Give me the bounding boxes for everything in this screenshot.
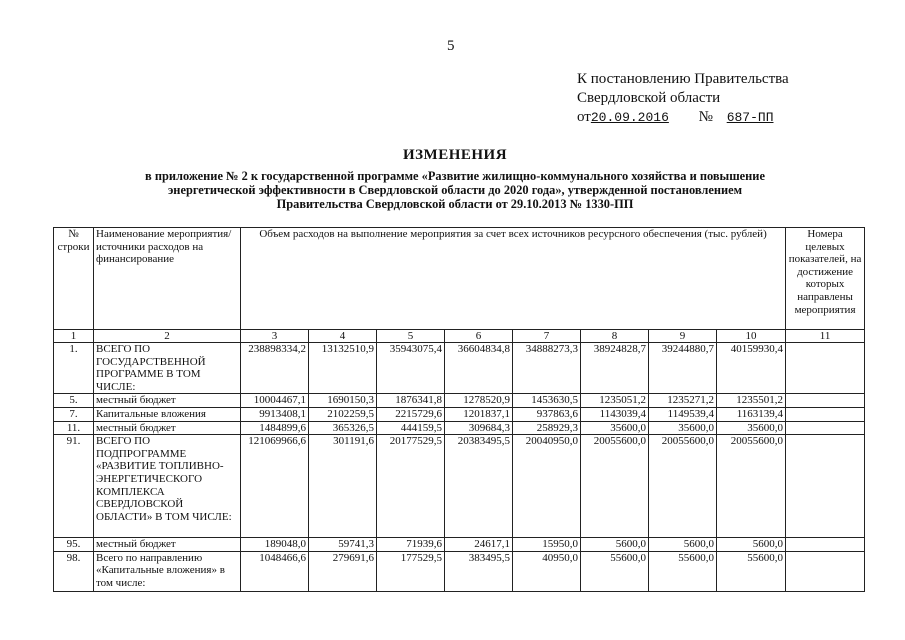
expenditure-value-cell: 1143039,4 (581, 407, 649, 421)
expenditure-value-cell: 35600,0 (649, 421, 717, 435)
expenditure-value-cell: 279691,6 (309, 551, 377, 591)
expenditure-value-cell: 1163139,4 (717, 407, 786, 421)
table-row (54, 538, 865, 552)
expenditure-value-cell: 20055600,0 (649, 435, 717, 538)
column-number-cell: 6 (445, 330, 513, 343)
expenditure-value-cell: 2102259,5 (309, 407, 377, 421)
expenditure-value-cell: 55600,0 (581, 551, 649, 591)
target-indicators-cell (786, 407, 865, 421)
row-number-cell: 1. (54, 343, 94, 394)
expenditure-value-cell: 1484899,6 (241, 421, 309, 435)
column-numbers-row (54, 330, 865, 343)
expenditure-value-cell: 59741,3 (309, 538, 377, 552)
expenditure-value-cell: 20177529,5 (377, 435, 445, 538)
target-indicators-cell (786, 551, 865, 591)
expenditure-value-cell: 258929,3 (513, 421, 581, 435)
measure-name-cell: Всего по направлению «Капитальные вложения» в том числе: (94, 551, 241, 591)
expenditure-value-cell: 20055600,0 (581, 435, 649, 538)
expenditure-value-cell: 5600,0 (581, 538, 649, 552)
addressee-block (577, 70, 789, 127)
header-expenditure-volume: Объем расходов на выполнение мероприятия за счет всех источников ресурсного обеспечения (тыс. рублей) (241, 228, 786, 330)
table-row (54, 435, 865, 538)
addressee-line-2: Свердловской области (577, 90, 721, 106)
expenditure-value-cell: 34888273,3 (513, 343, 581, 394)
row-number-cell: 98. (54, 551, 94, 591)
expenditure-value-cell: 38924828,7 (581, 343, 649, 394)
column-number-cell: 3 (241, 330, 309, 343)
expenditure-value-cell: 55600,0 (649, 551, 717, 591)
expenditure-value-cell: 71939,6 (377, 538, 445, 552)
resolution-reference (577, 108, 789, 127)
expenditure-value-cell: 383495,5 (445, 551, 513, 591)
table-row (54, 394, 865, 408)
expenditure-value-cell: 365326,5 (309, 421, 377, 435)
expenditure-value-cell: 1149539,4 (649, 407, 717, 421)
expenditure-value-cell: 937863,6 (513, 407, 581, 421)
resolution-number: 687-ПП (726, 110, 774, 125)
expenditure-value-cell: 36604834,8 (445, 343, 513, 394)
expenditure-value-cell: 39244880,7 (649, 343, 717, 394)
document-subtitle (90, 169, 820, 211)
target-indicators-cell (786, 343, 865, 394)
target-indicators-cell (786, 538, 865, 552)
column-number-cell: 2 (94, 330, 241, 343)
measure-name-cell: местный бюджет (94, 538, 241, 552)
row-number-cell: 7. (54, 407, 94, 421)
expenditure-value-cell: 444159,5 (377, 421, 445, 435)
expenditure-value-cell: 1453630,5 (513, 394, 581, 408)
header-row-number: № строки (54, 228, 94, 330)
table-row (54, 421, 865, 435)
table-row (54, 551, 865, 591)
measure-name-cell: ВСЕГО ПО ПОДПРОГРАММЕ «РАЗВИТИЕ ТОПЛИВНО-ЭНЕРГЕТИЧЕСКОГО КОМПЛЕКСА СВЕРДЛОВСКОЙ ОБЛАСТИ» В ТОМ ЧИСЛЕ: (94, 435, 241, 538)
column-number-cell: 10 (717, 330, 786, 343)
expenditure-value-cell: 55600,0 (717, 551, 786, 591)
expenditure-value-cell: 1235501,2 (717, 394, 786, 408)
column-number-cell: 7 (513, 330, 581, 343)
row-number-cell: 11. (54, 421, 94, 435)
number-sign: № (698, 109, 713, 125)
row-number-cell: 5. (54, 394, 94, 408)
expenditure-value-cell: 40950,0 (513, 551, 581, 591)
expenditure-value-cell: 1235271,2 (649, 394, 717, 408)
expenditure-value-cell: 35600,0 (581, 421, 649, 435)
expenditure-value-cell: 9913408,1 (241, 407, 309, 421)
document-header (90, 147, 820, 211)
expenditure-value-cell: 40159930,4 (717, 343, 786, 394)
expenditure-value-cell: 15950,0 (513, 538, 581, 552)
expenditure-value-cell: 24617,1 (445, 538, 513, 552)
row-number-cell: 95. (54, 538, 94, 552)
subtitle-line-2: энергетической эффективности в Свердловской области до 2020 года», утвержденной постановлением (167, 183, 743, 197)
expenditure-value-cell: 1201837,1 (445, 407, 513, 421)
column-number-cell: 8 (581, 330, 649, 343)
expenditure-value-cell: 2215729,6 (377, 407, 445, 421)
table-row (54, 407, 865, 421)
target-indicators-cell (786, 435, 865, 538)
expenditure-value-cell: 1690150,3 (309, 394, 377, 408)
expenditure-value-cell: 13132510,9 (309, 343, 377, 394)
row-number-cell: 91. (54, 435, 94, 538)
changes-table (53, 227, 865, 592)
header-target-indicators: Номера целевых показателей, на достижение которых направлены мероприятия (786, 228, 865, 330)
column-number-cell: 4 (309, 330, 377, 343)
expenditure-value-cell: 35943075,4 (377, 343, 445, 394)
column-number-cell: 5 (377, 330, 445, 343)
measure-name-cell: ВСЕГО ПО ГОСУДАРСТВЕННОЙ ПРОГРАММЕ В ТОМ ЧИСЛЕ: (94, 343, 241, 394)
expenditure-value-cell: 5600,0 (717, 538, 786, 552)
column-number-cell: 1 (54, 330, 94, 343)
expenditure-value-cell: 177529,5 (377, 551, 445, 591)
measure-name-cell: местный бюджет (94, 394, 241, 408)
page-number: 5 (447, 38, 455, 54)
column-number-cell: 9 (649, 330, 717, 343)
target-indicators-cell (786, 394, 865, 408)
expenditure-value-cell: 20383495,5 (445, 435, 513, 538)
expenditure-value-cell: 1876341,8 (377, 394, 445, 408)
target-indicators-cell (786, 421, 865, 435)
expenditure-value-cell: 20040950,0 (513, 435, 581, 538)
expenditure-value-cell: 1278520,9 (445, 394, 513, 408)
from-prefix: от (577, 109, 591, 125)
subtitle-line-3: Правительства Свердловской области от 29.10.2013 № 1330-ПП (276, 197, 634, 211)
expenditure-value-cell: 309684,3 (445, 421, 513, 435)
expenditure-value-cell: 20055600,0 (717, 435, 786, 538)
subtitle-line-1: в приложение № 2 к государственной программе «Развитие жилищно-коммунального хозяйства и повышение (145, 169, 765, 183)
expenditure-value-cell: 1048466,6 (241, 551, 309, 591)
expenditure-value-cell: 189048,0 (241, 538, 309, 552)
expenditure-value-cell: 1235051,2 (581, 394, 649, 408)
document-title: ИЗМЕНЕНИЯ (402, 147, 508, 163)
table-row (54, 343, 865, 394)
header-measure-name: Наименование мероприятия/источники расходов на финансирование (94, 228, 241, 330)
expenditure-value-cell: 35600,0 (717, 421, 786, 435)
expenditure-value-cell: 121069966,6 (241, 435, 309, 538)
measure-name-cell: Капитальные вложения (94, 407, 241, 421)
addressee-line-1: К постановлению Правительства (577, 71, 789, 87)
expenditure-value-cell: 238898334,2 (241, 343, 309, 394)
measure-name-cell: местный бюджет (94, 421, 241, 435)
expenditure-value-cell: 5600,0 (649, 538, 717, 552)
expenditure-value-cell: 301191,6 (309, 435, 377, 538)
expenditure-value-cell: 10004467,1 (241, 394, 309, 408)
resolution-date: 20.09.2016 (590, 110, 669, 125)
column-number-cell: 11 (786, 330, 865, 343)
